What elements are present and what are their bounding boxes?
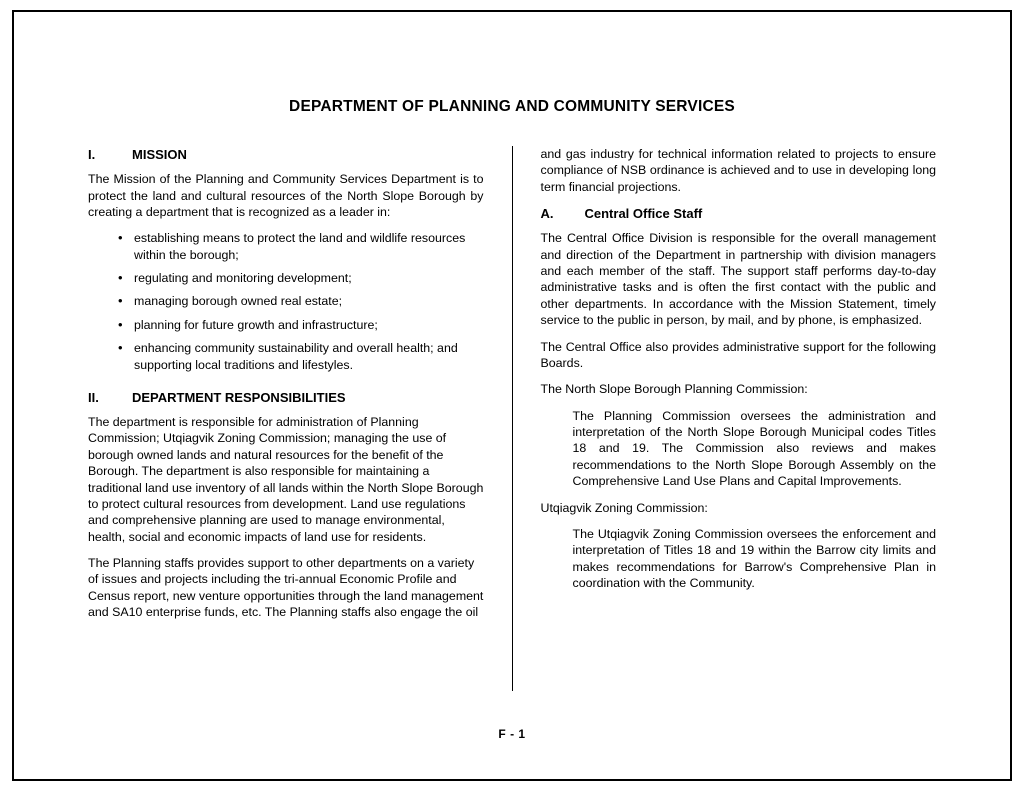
right-column <box>513 146 937 706</box>
central-office-paragraph-1: The Central Office Division is responsible for the overall management and direction of the Department in partnership with division managers and each member of the staff. The support staff performs day-to-day administrative tasks and is often the first contact with the public and other departments. In accordance with the Mission Statement, timely service to the public in person, by mail, and by phone, is emphasized. <box>540 231 936 328</box>
section-number-ii: II. <box>88 389 99 405</box>
responsibilities-paragraph-1: The department is responsible for administration of Planning Commission; Utqiagvik Zoning Commission; managing the use of borough owned lands and natural resources for the benefit of the Borough. The department is also responsible for maintaining a traditional land use inventory of all lands within the North Slope Borough to protect cultural resources from development. Land use regulations and comprehensive planning are used to manage environmental, health, social and economic impacts of land use for residents. <box>88 415 484 544</box>
section-heading-responsibilities <box>88 389 484 406</box>
mission-intro-paragraph: The Mission of the Planning and Community Services Department is to protect the land and cultural resources of the North Slope Borough by creating a department that is recognized as a leader in: <box>88 172 484 219</box>
section-heading-central-office <box>541 205 937 222</box>
list-item: • planning for future growth and infrastructure; <box>134 317 484 333</box>
list-item: • establishing means to protect the land and wildlife resources within the borough; <box>134 230 484 263</box>
responsibilities-paragraph-2: The Planning staffs provides support to other departments on a variety of issues and projects including the tri-annual Economic Profile and Census report, new venture opportunities through the land management and SA10 enterprise funds, etc. The Planning staffs also engage the oil <box>88 556 484 620</box>
mission-bullet-list <box>88 230 484 373</box>
zoning-commission-label: Utqiagvik Zoning Commission: <box>540 500 708 515</box>
continued-paragraph: and gas industry for technical information related to projects to ensure compliance of NSB ordinance is achieved and to use in developing long term financial projections. <box>540 147 936 194</box>
section-title-central-office: Central Office Staff <box>584 206 703 222</box>
left-column <box>88 146 512 706</box>
zoning-commission-description: The Utqiagvik Zoning Commission oversees the enforcement and interpretation of Titles 18 and 19 within the Barrow city limits and makes recommendations for Barrow's Comprehensive Plan in coordination with the Community. <box>572 526 936 591</box>
two-column-body <box>88 146 936 706</box>
page-title: DEPARTMENT OF PLANNING AND COMMUNITY SERVICES <box>289 98 735 115</box>
section-number-i: I. <box>88 147 96 162</box>
list-item: • enhancing community sustainability and overall health; and supporting local traditions and lifestyles. <box>134 340 484 373</box>
central-office-paragraph-2: The Central Office also provides administrative support for the following Boards. <box>540 339 936 370</box>
list-item: • regulating and monitoring development; <box>134 270 484 286</box>
section-title-responsibilities: DEPARTMENT RESPONSIBILITIES <box>132 389 346 405</box>
section-number-a: A. <box>540 206 554 222</box>
list-item: • managing borough owned real estate; <box>134 293 484 309</box>
section-heading-mission <box>88 146 484 163</box>
section-title-mission: MISSION <box>132 147 187 162</box>
page-footer: F - 1 <box>498 727 526 741</box>
planning-commission-description: The Planning Commission oversees the administration and interpretation of the North Slope Borough Municipal codes Titles 18 and 19. The Commission also reviews and makes recommendations to the North Slope Borough Assembly on the Comprehensive Land Use Plans and Capital Improvements. <box>572 408 936 489</box>
planning-commission-label: The North Slope Borough Planning Commission: <box>540 382 808 397</box>
